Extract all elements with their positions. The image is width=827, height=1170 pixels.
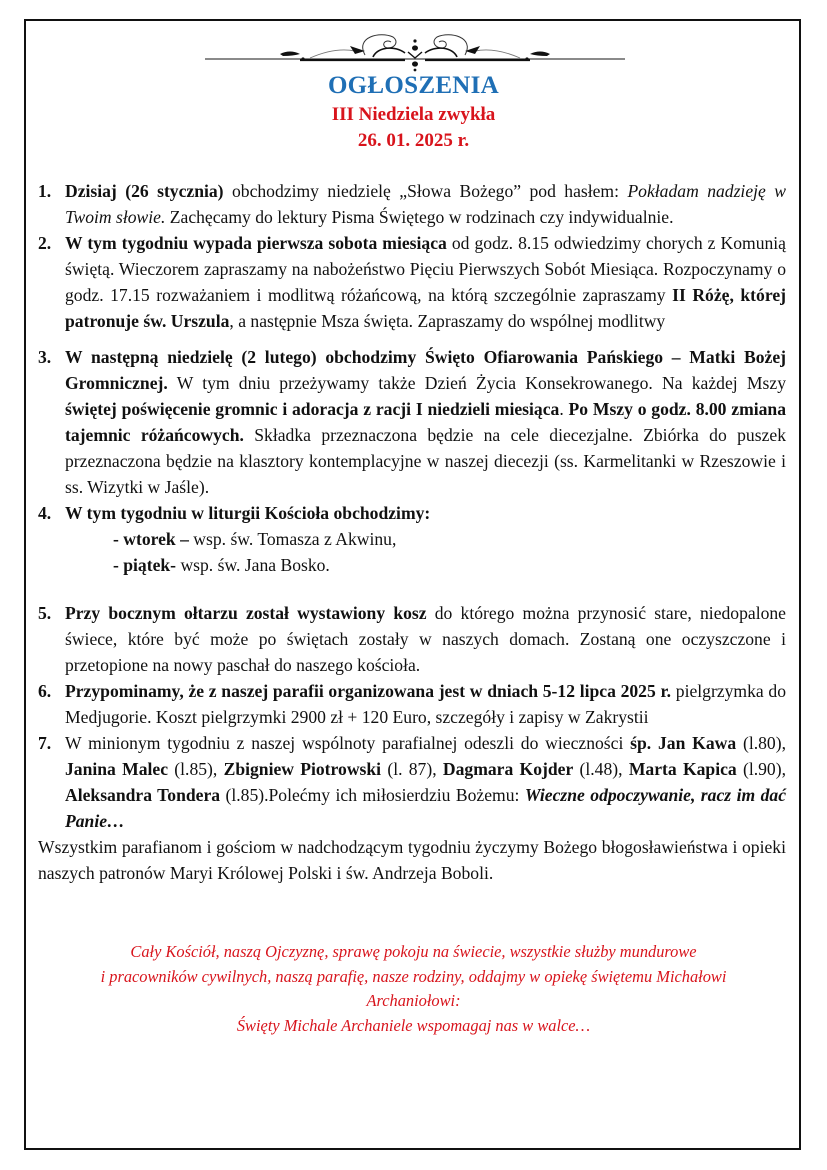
item-text — [65, 347, 786, 497]
item-text-segment: W minionym tygodniu z naszej wspólnoty parafialnej odeszli do wieczności — [65, 733, 631, 753]
announcement-item — [38, 500, 786, 578]
prayer-line: Święty Michale Archaniele wspomagaj nas w walce… — [236, 1015, 591, 1035]
liturgy-memorial: wsp. św. Jana Bosko. — [176, 555, 330, 575]
emphasis-text: Aleksandra Tondera — [65, 785, 221, 805]
announcement-item — [38, 600, 786, 678]
item-text-segment: od godz. 8.15 odwiedzimy chorych z Komunią świętą. Wieczorem zapraszamy na nabożeństwo Pięciu Pierwszych Sobót Miesiąca. Rozpoczynamy o godz. 17.15 rozważaniem i modlitwą różańcową, na którą szczególnie zapraszamy — [65, 233, 786, 305]
emphasis-text: Wieczne odpoczywanie, racz im dać Panie… — [65, 785, 786, 831]
prayer-line: i pracowników cywilnych, naszą parafię, nasze rodziny, oddajmy w opiekę świętemu Michałowi — [100, 966, 727, 986]
item-text-segment: obchodzimy niedzielę „Słowa Bożego” pod hasłem: — [223, 181, 628, 201]
item-text — [65, 233, 786, 331]
item-text-segment: . — [559, 399, 569, 419]
item-text — [65, 603, 786, 675]
announcement-item — [38, 178, 786, 230]
announcements-list — [38, 178, 786, 886]
emphasis-text: świętej poświęcenie gromnic i adoracja z racji I niedzieli miesiąca — [65, 399, 560, 419]
item-number: 3. — [38, 347, 52, 367]
announcement-item — [38, 678, 786, 730]
item-text-segment: (l. 87), — [381, 759, 443, 779]
item-text-segment: (l.80), — [736, 733, 786, 753]
item-text-segment: Pokładam nadzieję w Twoim słowie. — [65, 181, 786, 227]
prayer-line: Archaniołowi: — [366, 991, 461, 1010]
liturgy-entry — [65, 526, 786, 552]
announcement-item — [38, 230, 786, 334]
emphasis-text: W tym tygodniu wypada pierwsza sobota miesiąca — [65, 233, 447, 253]
emphasis-text: Dzisiaj (26 stycznia) — [65, 181, 224, 201]
page-subtitle: III Niedziela zwykła — [331, 104, 496, 125]
emphasis-text: II Różę, której patronuje św. Urszula — [65, 285, 786, 331]
prayer-block — [40, 940, 787, 1038]
emphasis-text: Przy bocznym ołtarzu został wystawiony kosz — [65, 603, 427, 623]
emphasis-text: Przypominamy, że z naszej parafii organizowana jest w dniach 5-12 lipca 2025 r. — [65, 681, 672, 701]
closing-wishes: Wszystkim parafianom i gościom w nadchodzącym tygodniu życzymy Bożego błogosławieństwa i opieki naszych patronów Maryi Królowej Polski i św. Andrzeja Boboli. — [38, 837, 786, 883]
emphasis-text: Janina Malec — [65, 759, 169, 779]
item-text — [65, 681, 786, 727]
emphasis-text: Po Mszy o godz. 8.00 zmiana tajemnic różańcowych. — [65, 399, 787, 445]
item-text-segment: (l.85).Polećmy ich miłosierdziu Bożemu: — [220, 785, 525, 805]
item-number: 7. — [38, 733, 52, 753]
emphasis-text: śp. Jan Kawa — [630, 733, 737, 753]
item-number: 5. — [38, 603, 52, 623]
item-text-segment: pielgrzymka do Medjugorie. Koszt pielgrzymki 2900 zł + 120 Euro, szczegóły i zapisy w Zakrystii — [65, 681, 787, 727]
liturgy-day: - piątek- — [113, 555, 177, 575]
liturgy-memorial: wsp. św. Tomasza z Akwinu, — [188, 529, 397, 549]
liturgy-day: - wtorek – — [113, 529, 189, 549]
announcement-item — [38, 344, 786, 500]
prayer-line: Cały Kościół, naszą Ojczyznę, sprawę pokoju na świecie, wszystkie służby mundurowe — [130, 942, 697, 961]
item-text-segment: (l.48), — [573, 759, 629, 779]
emphasis-text: W tym tygodniu w liturgii Kościoła obchodzimy: — [65, 503, 431, 523]
item-text-segment: (l.90), — [736, 759, 786, 779]
item-text — [65, 733, 786, 831]
emphasis-text: Zbigniew Piotrowski — [223, 759, 382, 779]
emphasis-text: W następną niedzielę (2 lutego) obchodzimy Święto Ofiarowania Pańskiego – Matki Bożej Gromnicznej. — [65, 347, 786, 393]
item-number: 2. — [38, 233, 52, 253]
item-text — [65, 181, 786, 227]
emphasis-text: Marta Kapica — [628, 759, 737, 779]
liturgy-entry — [65, 552, 786, 578]
emphasis-text: Dagmara Kojder — [442, 759, 574, 779]
item-text-segment: W tym dniu przeżywamy także Dzień Życia Konsekrowanego. Na każdej Mszy — [167, 373, 786, 393]
item-number: 6. — [38, 681, 52, 701]
item-text-segment: do którego można przynosić stare, niedopalone świece, które być może po świętach zostały w naszych domach. Zostaną one oczyszczone i przetopione na nowy paschał do naszego kościoła. — [65, 603, 786, 675]
item-text — [65, 503, 430, 523]
announcement-item — [38, 730, 786, 834]
item-number: 4. — [38, 503, 52, 523]
item-text-segment: , a następnie Msza święta. Zapraszamy do wspólnej modlitwy — [229, 311, 666, 331]
item-text-segment: (l.85), — [168, 759, 224, 779]
page-date: 26. 01. 2025 r. — [357, 130, 470, 151]
item-number: 1. — [38, 181, 52, 201]
page-title: OGŁOSZENIA — [327, 72, 500, 99]
item-text-segment: Składka przeznaczona będzie na cele diecezjalne. Zbiórka do puszek przeznaczona będzie na klasztory kontemplacyjne w naszej diecezji (ss. Karmelitanki w Rzeszowie i ss. Wizytki w Jaśle). — [65, 425, 786, 497]
flourish-divider-icon — [205, 27, 625, 72]
item-text-segment: Zachęcamy do lektury Pisma Świętego w rodzinach czy indywidualnie. — [165, 207, 674, 227]
